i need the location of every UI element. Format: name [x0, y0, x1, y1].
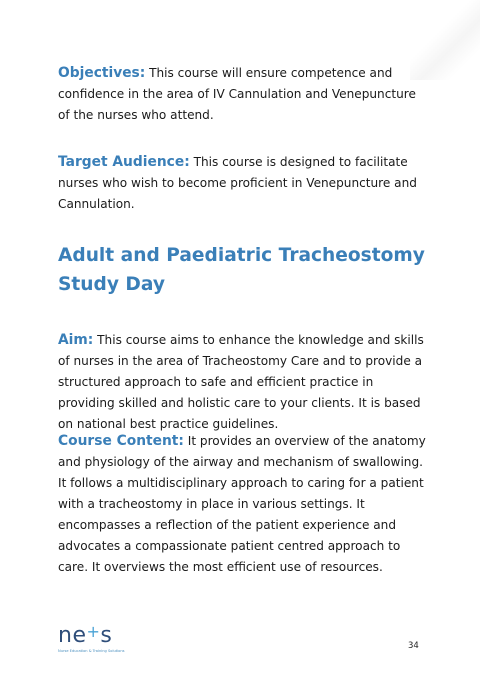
logo-right-text: s — [100, 623, 113, 648]
logo-wordmark — [58, 620, 148, 648]
aim-label: Aim: — [58, 332, 94, 348]
objectives-label: Objectives: — [58, 65, 146, 81]
target-audience-paragraph — [58, 152, 426, 215]
page-number: 34 — [408, 641, 419, 651]
objectives-text: This course will ensure competence and confidence in the area of IV Cannulation and Venepuncture of the nurses who attend. — [58, 66, 416, 122]
aim-text: This course aims to enhance the knowledge and skills of nurses in the area of Tracheostomy Care and to provide a structured approach to safe and efficient practice in providing skilled and holistic care to your clients. It is based on national best practice guidelines. — [58, 333, 424, 431]
logo-left-text: ne — [58, 623, 87, 648]
objectives-paragraph — [58, 63, 426, 126]
target-audience-label: Target Audience: — [58, 154, 190, 170]
target-audience-text: This course is designed to facilitate nurses who wish to become proficient in Venepuncture and Cannulation. — [58, 155, 417, 211]
course-content-text: It provides an overview of the anatomy and physiology of the airway and mechanism of swallowing. It follows a multidisciplinary approach to caring for a patient with a tracheostomy in place in various settings. It encompasses a reflection of the patient experience and advocates a compassionate patient centred approach to care. It overviews the most efficient use of resources. — [58, 434, 426, 574]
nets-logo — [58, 620, 148, 654]
logo-tagline: Nurse Education & Training Solutions — [58, 649, 125, 653]
course-content-label: Course Content: — [58, 433, 184, 449]
section-heading: Adult and Paediatric Tracheostomy Study Day — [58, 245, 425, 295]
aim-paragraph — [58, 330, 426, 435]
logo-plus-icon: + — [86, 622, 101, 641]
course-content-paragraph — [58, 431, 426, 578]
